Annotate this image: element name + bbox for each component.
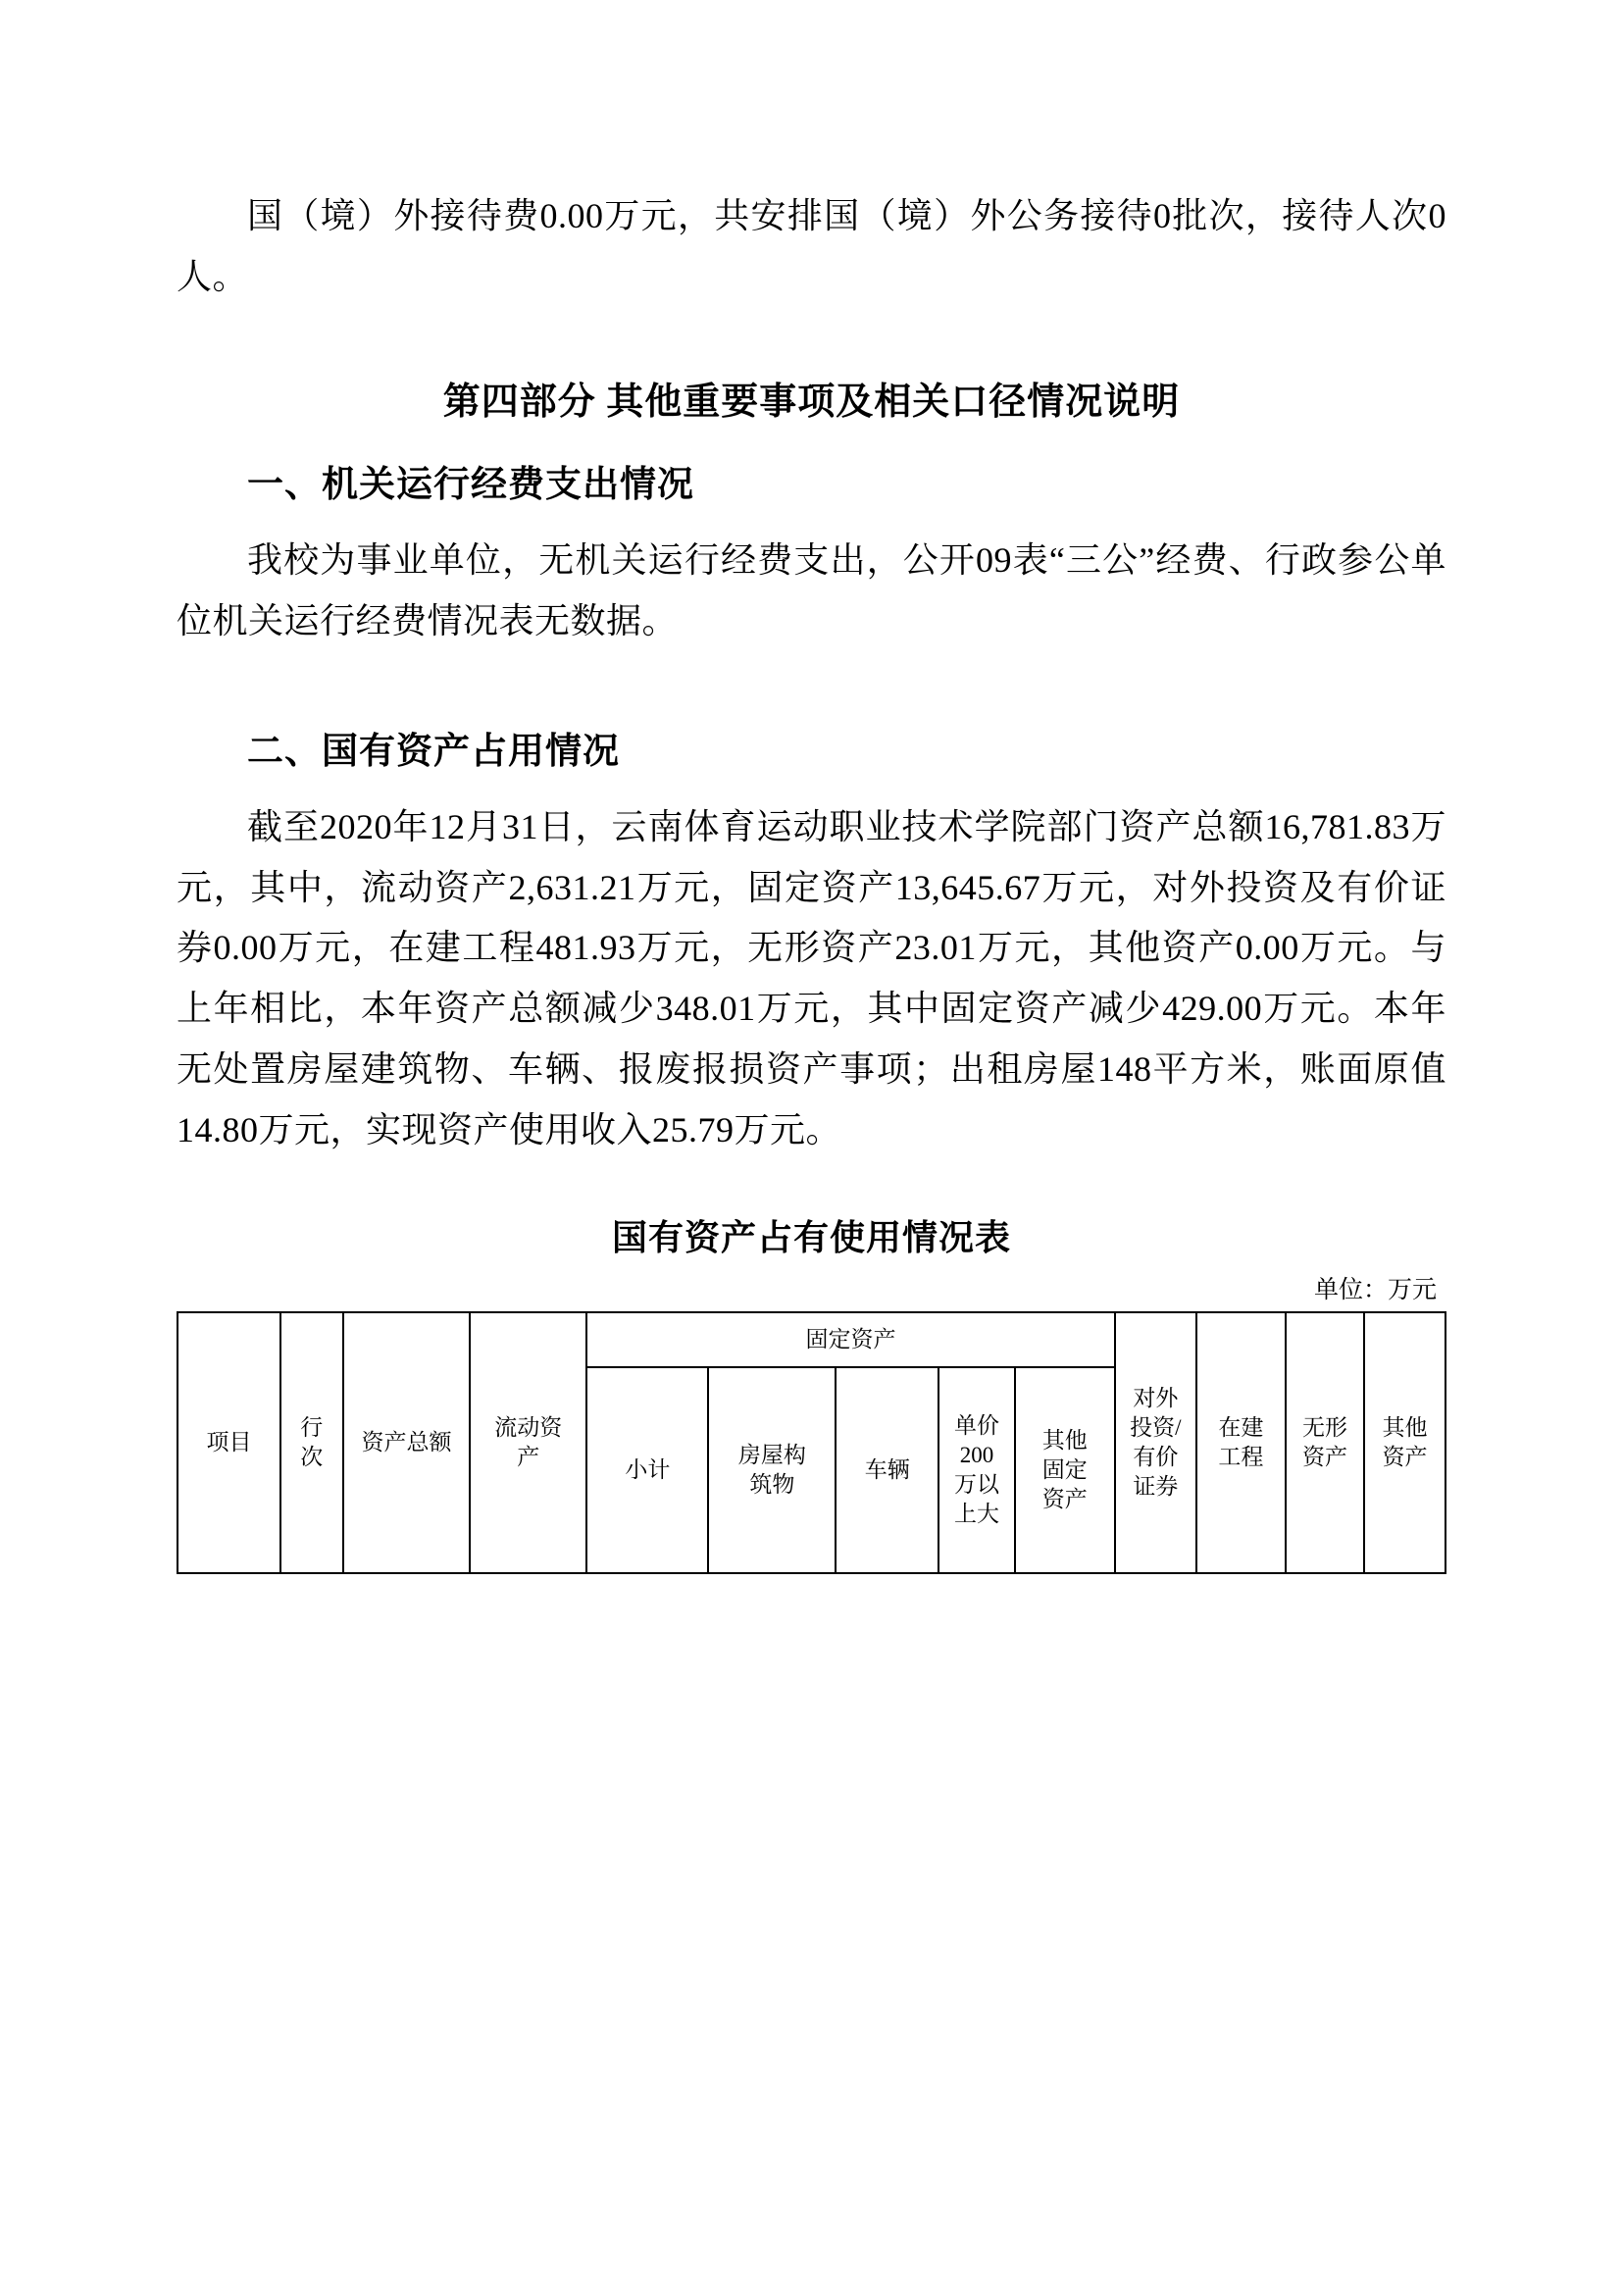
table-row-group-header	[178, 1312, 1445, 1367]
table-title: 国有资产占有使用情况表	[611, 1218, 1011, 1258]
header-cell-construction-in-progress	[1196, 1312, 1286, 1573]
state-assets-table	[177, 1311, 1446, 1574]
header-cell-buildings	[708, 1367, 836, 1573]
heading-part-four: 第四部分 其他重要事项及相关口径情况说明	[442, 381, 1181, 423]
header-cell-current-assets	[470, 1312, 586, 1573]
paragraph-operating-expenses: 我校为事业单位，无机关运行经费支出，公开09表“三公”经费、行政参公单位机关运行经费情况表无数据。	[177, 539, 1446, 640]
heading-section-one: 一、机关运行经费支出情况	[247, 464, 694, 505]
header-cell-vehicles: 车辆	[836, 1367, 938, 1573]
header-cell-subtotal: 小计	[586, 1367, 708, 1573]
header-cell-current-assets-label: 流动资产	[494, 1415, 563, 1470]
header-cell-high-value-equipment	[938, 1367, 1014, 1573]
paragraph-state-assets: 截至2020年12月31日，云南体育运动职业技术学院部门资产总额16,781.83万元，其中，流动资产2,631.21万元，固定资产13,645.67万元，对外投资及有价证券0.00万元，在建工程481.93万元，无形资产23.01万元，其他资产0.00万元。与上年相比，本年资产总额减少348.01万元，其中固定资产减少429.00万元。本年无处置房屋建筑物、车辆、报废报损资产事项；出租房屋148平方米，账面原值14.80万元，实现资产使用收入25.79万元。	[177, 806, 1446, 1150]
spacer	[177, 314, 1446, 335]
paragraph-overseas-reception: 国（境）外接待费0.00万元，共安排国（境）外公务接待0批次，接待人次0人。	[177, 196, 1446, 296]
table-unit-label: 单位：万元	[1313, 1277, 1437, 1304]
heading-section-two: 二、国有资产占用情况	[247, 731, 620, 772]
header-cell-high-value-equipment-label: 单价200万以上大	[953, 1413, 999, 1526]
header-cell-total-assets: 资产总额	[343, 1312, 471, 1573]
header-cell-intangible-assets	[1286, 1312, 1364, 1573]
header-cell-foreign-investment	[1115, 1312, 1196, 1573]
header-cell-other-assets	[1364, 1312, 1445, 1573]
header-cell-other-fixed-assets	[1015, 1367, 1115, 1573]
header-cell-other-assets-label: 其他资产	[1382, 1415, 1428, 1470]
header-cell-buildings-label: 房屋构筑物	[737, 1443, 806, 1498]
header-cell-fixed-assets-group: 固定资产	[586, 1312, 1115, 1367]
header-cell-intangible-assets-label: 无形资产	[1301, 1415, 1347, 1470]
header-cell-row-number	[280, 1312, 343, 1573]
header-cell-foreign-investment-label: 对外投资/有价证券	[1130, 1386, 1182, 1499]
spacer	[177, 658, 1446, 691]
header-cell-other-fixed-assets-label: 其他固定资产	[1041, 1428, 1088, 1511]
header-cell-row-number-label: 行次	[300, 1415, 324, 1470]
header-cell-project: 项目	[178, 1312, 280, 1573]
header-cell-construction-in-progress-label: 在建工程	[1218, 1415, 1264, 1470]
